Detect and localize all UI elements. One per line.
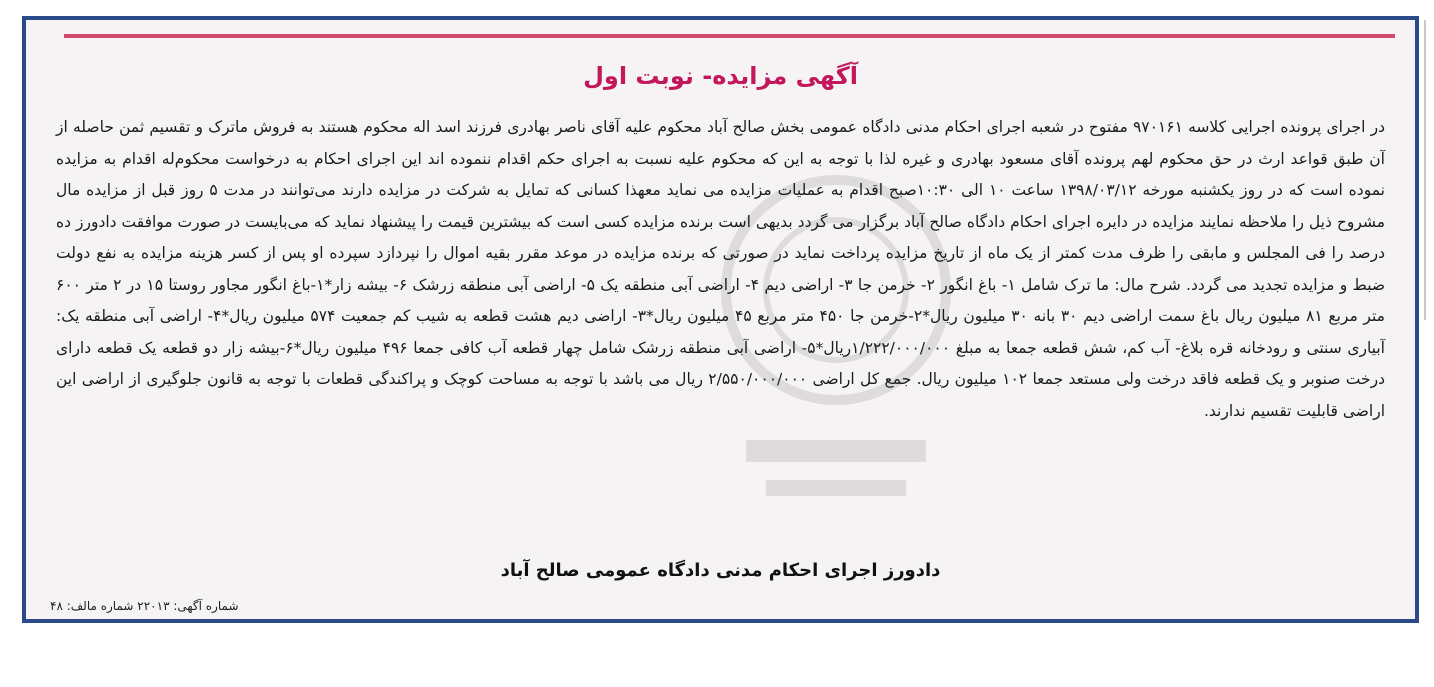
notice-title: آگهی مزایده- نوبت اول bbox=[583, 62, 858, 90]
notice-frame bbox=[22, 16, 1419, 623]
page-edge-line bbox=[1424, 20, 1426, 320]
header-rule bbox=[64, 34, 1395, 38]
notice-signature: دادورز اجرای احکام مدنی دادگاه عمومی صالح آباد bbox=[500, 560, 941, 581]
notice-body: در اجرای پرونده اجرایی کلاسه ۹۷۰۱۶۱ مفتوح در شعبه اجرای احکام مدنی دادگاه عمومی بخش صالح آباد محکوم علیه آقای ناصر بهادری فرزند اسد اله محکوم هستند به فروش ماترک و تقسیم ثمن حاصله از آن طبق قواعد ارث در حق محکوم لهم پرونده آقای مسعود بهادری و غیره لذا با توجه به این که محکوم علیه نسبت به اجرای حکم اقدام ننموده اند این اجرای احکام به درخواست محکوم‌له اقدام به مزایده نموده است که در روز یکشنبه مورخه ۱۳۹۸/۰۳/۱۲ ساعت ۱۰ الی ۱۰:۳۰صبح اقدام به عملیات مزایده می نماید معهذا کسانی که تمایل به شرکت در مزایده دارند می‌توانند در مدت ۵ روز قبل از مزایده مال مشروح ذیل را ملاحظه نمایند مزایده در دایره اجرای احکام دادگاه صالح آباد برگزار می گردد بدیهی است برنده مزایده کسی است که بیشترین قیمت را پیشنهاد نماید که می‌بایست در صورت موافقت دادورز ده درصد را فی المجلس و مابقی را ظرف مدت کمتر از یک ماه از تاریخ مزایده پرداخت نماید در صورتی که برنده مزایده در موعد مقرر بقیه اموال را نپردازد سپرده او پس از کسر هزینه مزایده به نفع دولت ضبط و مزایده تجدید می گردد. شرح مال: ما ترک شامل ۱- باغ انگور ۲- خرمن جا ۳- اراضی دیم ۴- اراضی آبی منطقه یک ۵- اراضی آبی منطقه زرشک ۶- بیشه زار*۱-باغ انگور مجاور روستا ۱۵ در ۲ متر ۶۰۰ متر مربع ۸۱ میلیون ریال باغ سمت اراضی دیم ۳۰ بانه ۳۰ میلیون ریال*۲-خرمن جا ۴۵۰ متر مربع ۴۵ میلیون ریال*۳- اراضی دیم هشت قطعه به شیب کم جمعیت ۵۷۴ میلیون ریال*۴- اراضی آبی منطقه یک: آبیاری سنتی و رودخانه قره بلاغ- آب کم، شش قطعه جمعا به مبلغ ۱/۲۲۲/۰۰۰/۰۰۰ریال*۵- اراضی آبی منطقه زرشک شامل چهار قطعه آب کافی جمعا ۴۹۶ میلیون ریال*۶-بیشه زار دو قطعه یک قطعه دارای درخت صنوبر و یک قطعه فاقد درخت ولی مستعد جمعا ۱۰۲ میلیون ریال. جمع کل اراضی ۲/۵۵۰/۰۰۰/۰۰۰ ریال می باشد با توجه به مساحت کوچک و پراکندگی قطعات با توجه به قانون جلوگیری از اراضی این اراضی قابلیت تقسیم ندارند. bbox=[56, 118, 1386, 420]
notice-footer: شماره آگهی: ۲۲۰۱۳ شماره مالف: ۴۸ bbox=[50, 599, 239, 613]
